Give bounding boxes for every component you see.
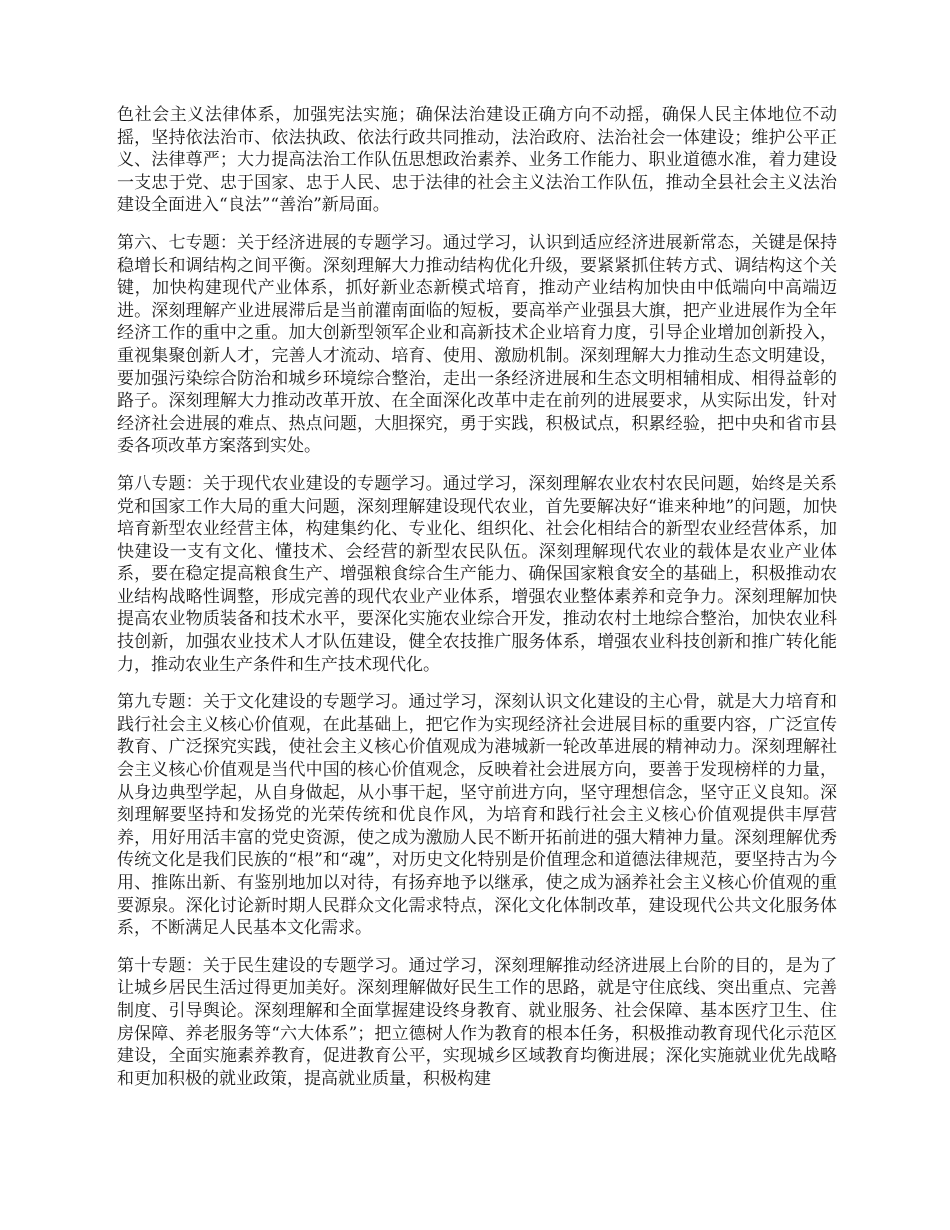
document-body bbox=[117, 104, 837, 1105]
paragraph-livelihood-topic: 第十专题：关于民生建设的专题学习。通过学习，深刻理解推动经济进展上台阶的目的，是为了让城乡居民生活过得更加美好。深刻理解做好民生工作的思路，就是守住底线、突出重点、完善制度、引导舆论。深刻理解和全面掌握建设终身教育、就业服务、社会保障、基本医疗卫生、住房保障、养老服务等“六大体系”；把立德树人作为教育的根本任务，积极推动教育现代化示范区建设，全面实施素养教育，促进教育公平，实现城乡区域教育均衡进展；深化实施就业优先战略和更加积极的就业政策，提高就业质量，积极构建 bbox=[117, 955, 837, 1089]
paragraph-economic-topic: 第六、七专题：关于经济进展的专题学习。通过学习，认识到适应经济进展新常态，关键是保持稳增长和调结构之间平衡。深刻理解大力推动结构优化升级，要紧紧抓住转方式、调结构这个关键，加快构建现代产业体系，抓好新业态新模式培育，推动产业结构加快由中低端向中高端迈进。深刻理解产业进展滞后是当前灌南面临的短板，要高举产业强县大旗，把产业进展作为全年经济工作的重中之重。加大创新型领军企业和高新技术企业培育力度，引导企业增加创新投入，重视集聚创新人才，完善人才流动、培育、使用、激励机制。深刻理解大力推动生态文明建设，要加强污染综合防治和城乡环境综合整治，走出一条经济进展和生态文明相辅相成、相得益彰的路子。深刻理解大力推动改革开放、在全面深化改革中走在前列的进展要求，从实际出发，针对经济社会进展的难点、热点问题，大胆探究，勇于实践，积极试点，积累经验，把中央和省市县委各项改革方案落到实处。 bbox=[117, 232, 837, 457]
paragraph-rule-of-law: 色社会主义法律体系，加强宪法实施；确保法治建设正确方向不动摇，确保人民主体地位不动摇，坚持依法治市、依法执政、依法行政共同推动，法治政府、法治社会一体建设；维护公平正义、法律尊严；大力提高法治工作队伍思想政治素养、业务工作能力、职业道德水准，着力建设一支忠于党、忠于国家、忠于人民、忠于法律的社会主义法治工作队伍，推动全县社会主义法治建设全面进入“良法”“善治”新局面。 bbox=[117, 105, 837, 216]
paragraph-culture-topic: 第九专题：关于文化建设的专题学习。通过学习，深刻认识文化建设的主心骨，就是大力培育和践行社会主义核心价值观，在此基础上，把它作为实现经济社会进展目标的重要内容，广泛宣传教育、广泛探究实践，使社会主义核心价值观成为港城新一轮改革进展的精神动力。深刻理解社会主义核心价值观是当代中国的核心价值观念，反映着社会进展方向，要善于发现榜样的力量，从身边典型学起，从自身做起，从小事干起，坚守前进方向，坚守理想信念，坚守正义良知。深刻理解要坚持和发扬党的光荣传统和优良作风，为培育和践行社会主义核心价值观提供丰厚营养，用好用活丰富的党史资源，使之成为激励人民不断开拓前进的强大精神力量。深刻理解优秀传统文化是我们民族的“根”和“魂”，对历史文化特别是价值理念和道德法律规范，要坚持古为今用、推陈出新、有鉴别地加以对待，有扬弃地予以继承，使之成为涵养社会主义核心价值观的重要源泉。深化讨论新时期人民群众文化需求特点，深化文化体制改革，建设现代公共文化服务体系，不断满足人民基本文化需求。 bbox=[117, 692, 837, 939]
paragraph-agriculture-topic: 第八专题：关于现代农业建设的专题学习。通过学习，深刻理解农业农村农民问题，始终是关系党和国家工作大局的重大问题，深刻理解建设现代农业，首先要解决好“谁来种地”的问题，加快培育新型农业经营主体，构建集约化、专业化、组织化、社会化相结合的新型农业经营体系，加快建设一支有文化、懂技术、会经营的新型农民队伍。深刻理解现代农业的载体是农业产业体系，要在稳定提高粮食生产、增强粮食综合生产能力、确保国家粮食安全的基础上，积极推动农业结构战略性调整，形成完善的现代农业产业体系，增强农业整体素养和竞争力。深刻理解加快提高农业物质装备和技术水平，要深化实施农业综合开发，推动农村土地综合整治，加快农业科技创新，加强农业技术人才队伍建设，健全农技推广服务体系，增强农业科技创新和推广转化能力，推动农业生产条件和生产技术现代化。 bbox=[117, 473, 837, 675]
